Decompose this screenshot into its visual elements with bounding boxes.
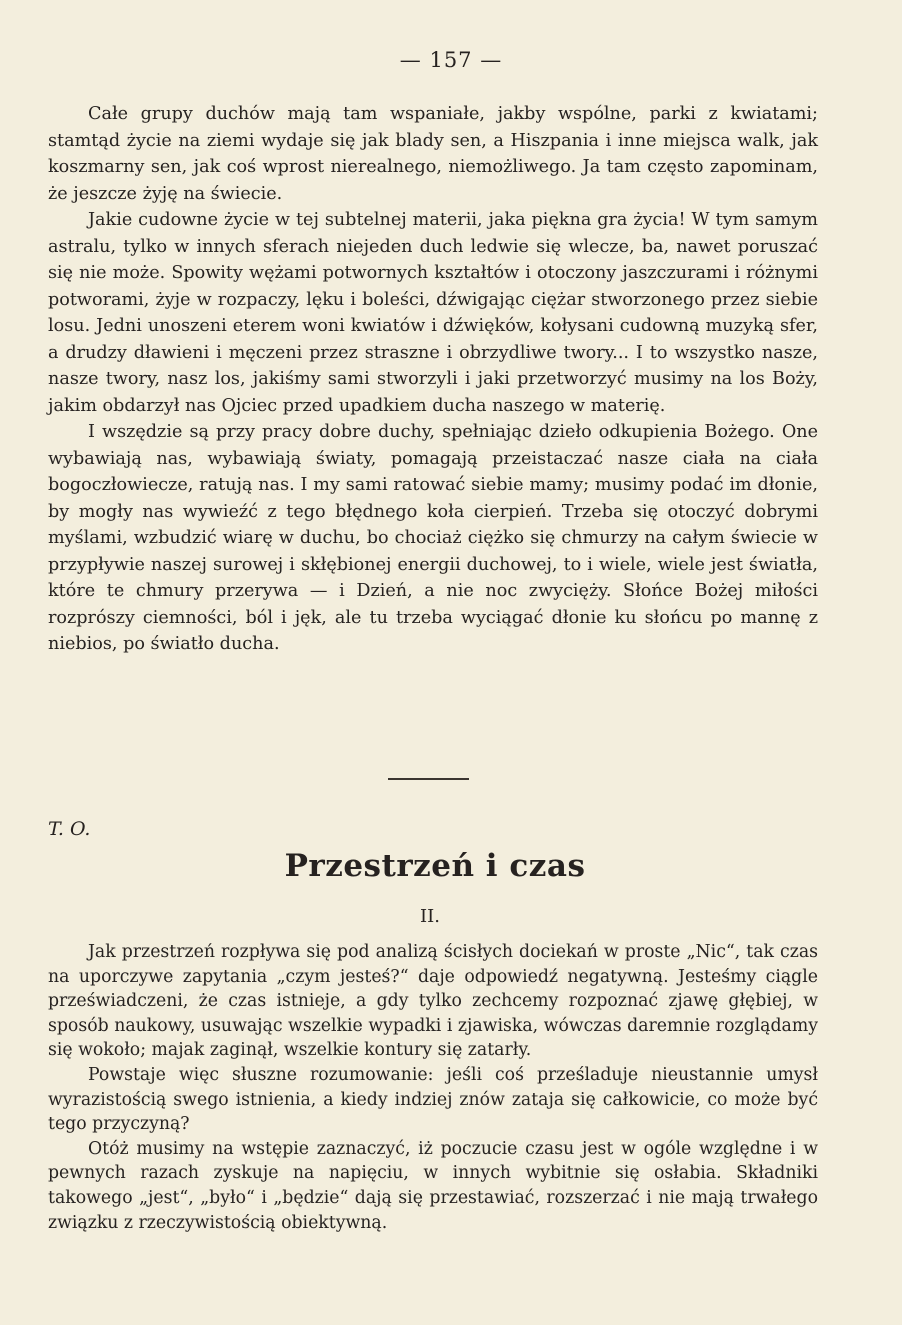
- paragraph: Jak przestrzeń rozpływa się pod analizą ścisłych dociekań w proste „Nic“, tak czas na uporczywe zapytania „czym jesteś?“ daje odpowiedź negatywną. Jesteśmy ciągle przeświadczeni, że czas istnieje, a gdy tylko zechcemy rozpoznać zjawę głębiej, w sposób naukowy, usuwając wszelkie wypadki i zjawiska, wówczas daremnie rozglądamy się wokoło; majak zaginął, wszelkie kontury się zatarły.: [48, 942, 818, 1061]
- paragraph: I wszędzie są przy pracy dobre duchy, spełniając dzieło odkupienia Bożego. One wybawiają nas, wybawiają światy, pomagają przeistaczać nasze ciała na ciała bogoczłowiecze, ratują nas. I my sami ratować siebie mamy; musimy podać im dłonie, by mogły nas wywieźć z tego błędnego koła cierpień. Trzeba się otoczyć dobrymi myślami, wzbudzić wiarę w duchu, bo chociaż ciężko się chmurzy na całym świecie w przypływie naszej surowej i skłębionej energii duchowej, to i wiele, wiele jest światła, które te chmury przerywa — i Dzień, a nie noc zwycięży. Słońce Bożej miłości rozprószy ciemności, ból i jęk, ale tu trzeba wyciągać dłonie ku słońcu po mannę z niebios, po światło ducha.: [48, 422, 818, 654]
- paragraph: Otóż musimy na wstępie zaznaczyć, iż poczucie czasu jest w ogóle względne i w pewnych razach zyskuje na napięciu, w innych wybitnie się osłabia. Składniki takowego „jest“, „było“ i „będzie“ dają się przestawiać, rozszerzać i nie mają trwałego związku z rzeczywistością obiektywną.: [48, 1138, 818, 1233]
- section-number: II.: [420, 906, 440, 927]
- previous-article-text: [48, 101, 818, 658]
- page-number: — 157 —: [399, 48, 503, 72]
- paragraph: Powstaje więc słuszne rozumowanie: jeśli coś prześladuje nieustannie umysł wyrazistością swego istnienia, a kiedy indziej znów zataja się całkowicie, co może być tego przyczyną?: [48, 1064, 818, 1135]
- paragraph: Całe grupy duchów mają tam wspaniałe, jakby wspólne, parki z kwiatami; stamtąd życie na ziemi wydaje się jak blady sen, a Hiszpania i inne miejsca walk, jak koszmarny sen, jak coś wprost nierealnego, niemożliwego. Ja tam często zapominam, że jeszcze żyję na świecie.: [48, 104, 818, 204]
- section-divider: [388, 778, 469, 780]
- article-author: T. O.: [48, 818, 91, 840]
- paragraph: Jakie cudowne życie w tej subtelnej materii, jaka piękna gra życia! W tym samym astralu, tylko w innych sferach niejeden duch ledwie się wlecze, ba, nawet poruszać się nie może. Spowity wężami potwornych kształtów i otoczony jaszczurami i różnymi potworami, żyje w rozpaczy, lęku i boleści, dźwigając ciężar stworzonego przez siebie losu. Jedni unoszeni eterem woni kwiatów i dźwięków, kołysani cudowną muzyką sfer, a drudzy dławieni i męczeni przez straszne i obrzydliwe twory... I to wszystko nasze, nasze twory, nasz los, jakiśmy sami stworzyli i jaki przetworzyć musimy na los Boży, jakim obdarzył nas Ojciec przed upadkiem ducha naszego w materię.: [48, 210, 818, 416]
- article-body: [48, 940, 818, 1235]
- article-title: Przestrzeń i czas: [284, 848, 586, 884]
